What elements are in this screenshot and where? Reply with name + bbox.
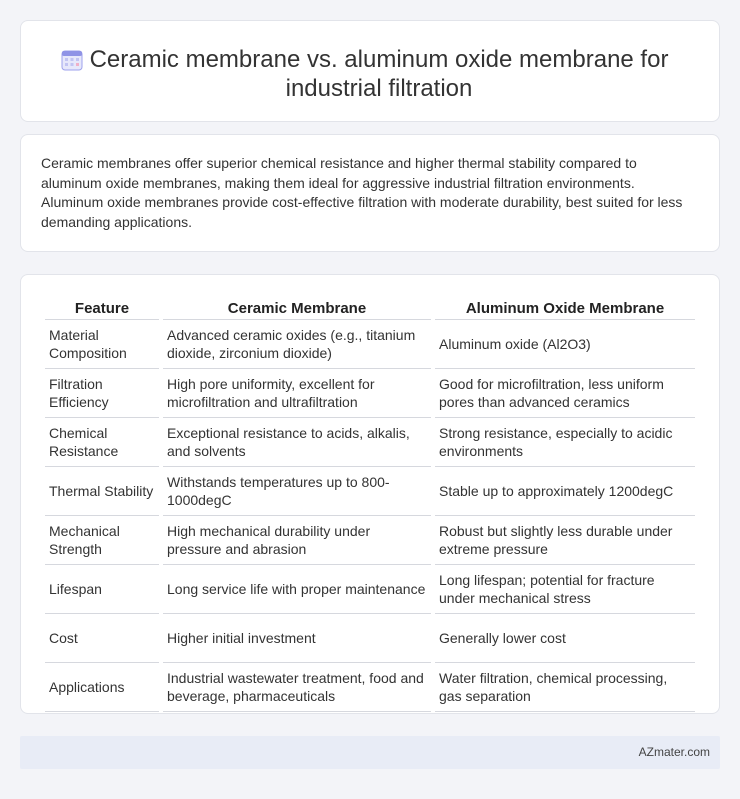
ceramic-cell: Higher initial investment (163, 614, 431, 663)
aluminum-oxide-cell: Aluminum oxide (Al2O3) (435, 320, 695, 369)
title-card (20, 20, 720, 122)
summary-card (20, 134, 720, 252)
ceramic-cell: High mechanical durability under pressure and abrasion (163, 516, 431, 565)
ceramic-cell: Industrial wastewater treatment, food and beverage, pharmaceuticals (163, 663, 431, 712)
table-row (45, 614, 695, 663)
feature-cell: Material Composition (45, 320, 159, 369)
feature-cell: Filtration Efficiency (45, 369, 159, 418)
feature-cell: Chemical Resistance (45, 418, 159, 467)
aluminum-oxide-cell: Water filtration, chemical processing, gas separation (435, 663, 695, 712)
aluminum-oxide-cell: Robust but slightly less durable under extreme pressure (435, 516, 695, 565)
comparison-table (41, 294, 699, 712)
table-row (45, 663, 695, 712)
ceramic-cell: Advanced ceramic oxides (e.g., titanium dioxide, zirconium dioxide) (163, 320, 431, 369)
table-calendar-icon (61, 49, 83, 71)
summary-text: Ceramic membranes offer superior chemical resistance and higher thermal stability compared to aluminum oxide membranes, making them ideal for aggressive industrial filtration environments. Aluminum oxide membranes provide cost-effective filtration with moderate durability, best suited for less demanding applications. (41, 155, 683, 230)
feature-cell: Mechanical Strength (45, 516, 159, 565)
feature-cell: Applications (45, 663, 159, 712)
table-row (45, 369, 695, 418)
feature-cell: Thermal Stability (45, 467, 159, 516)
ceramic-cell: High pore uniformity, excellent for microfiltration and ultrafiltration (163, 369, 431, 418)
aluminum-oxide-cell: Stable up to approximately 1200degC (435, 467, 695, 516)
feature-cell: Lifespan (45, 565, 159, 614)
footer-brand-link[interactable]: AZmater.com (638, 745, 710, 759)
feature-cell: Cost (45, 614, 159, 663)
comparison-card (20, 274, 720, 714)
table-row (45, 320, 695, 369)
table-row (45, 565, 695, 614)
header-feature: Feature (45, 294, 159, 320)
table-row (45, 418, 695, 467)
ceramic-cell: Withstands temperatures up to 800-1000degC (163, 467, 431, 516)
header-ceramic: Ceramic Membrane (163, 294, 431, 320)
title-wrap (61, 45, 679, 103)
aluminum-oxide-cell: Strong resistance, especially to acidic environments (435, 418, 695, 467)
table-row (45, 467, 695, 516)
table-row (45, 516, 695, 565)
header-aluminum-oxide: Aluminum Oxide Membrane (435, 294, 695, 320)
ceramic-cell: Exceptional resistance to acids, alkalis, and solvents (163, 418, 431, 467)
ceramic-cell: Long service life with proper maintenance (163, 565, 431, 614)
footer-bar (20, 736, 720, 769)
page-title: Ceramic membrane vs. aluminum oxide membrane for industrial filtration (89, 46, 669, 102)
table-header-row (45, 294, 695, 320)
aluminum-oxide-cell: Generally lower cost (435, 614, 695, 663)
aluminum-oxide-cell: Good for microfiltration, less uniform pores than advanced ceramics (435, 369, 695, 418)
aluminum-oxide-cell: Long lifespan; potential for fracture under mechanical stress (435, 565, 695, 614)
